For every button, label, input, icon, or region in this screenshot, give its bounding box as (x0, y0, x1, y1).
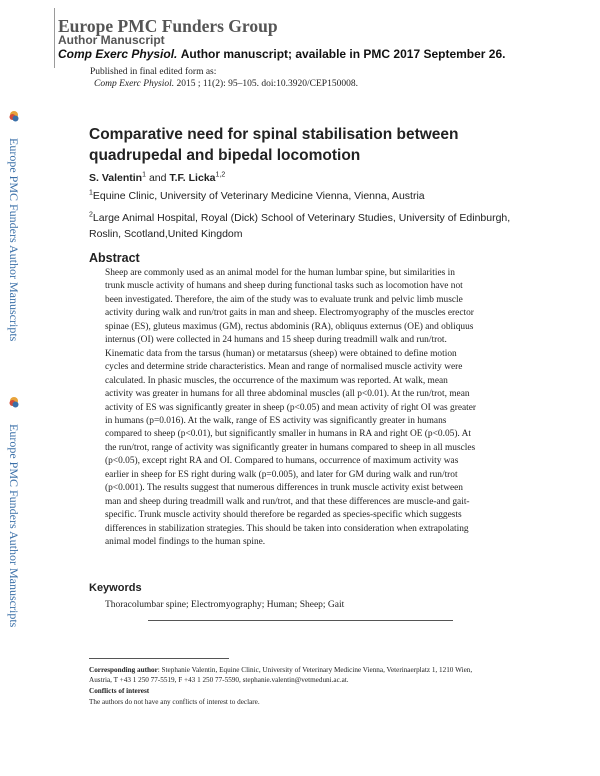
abstract-line: internus (OI) were collected in 24 humans and 15 sheep during treadmill walk and run/trot. (105, 335, 447, 346)
affiliation-2 (89, 210, 510, 226)
author-name: S. Valentin (89, 172, 143, 184)
abstract-line: activity during walk and run/trot gaits in man and sheep. Electromyography of the muscles erector (105, 308, 474, 319)
corresponding-author-contact: Austria, T +43 1 250 77-5519, F +43 1 250 77-5590, stephanie.valentin@vetmeduni.ac.at. (89, 676, 349, 684)
abstract-line: differences in stabilization strategies. This should be taken into consideration when extrapolating (105, 523, 469, 534)
author-manuscript-label: Author Manuscript (58, 33, 165, 47)
affiliation-2-cont: Roslin, Scotland,United Kingdom (89, 228, 243, 240)
conflicts-label: Conflicts of interest (89, 687, 150, 695)
keywords-heading: Keywords (89, 582, 142, 594)
corresponding-author-label: Corresponding author (89, 666, 158, 674)
sidebar-label-bottom (4, 396, 22, 628)
sidebar-text: Europe PMC Funders Author Manuscripts (7, 424, 21, 628)
affiliation-text: Large Animal Hospital, Royal (Dick) School of Veterinary Studies, University of Edinburgh, (92, 212, 511, 224)
conflicts-heading (89, 687, 529, 696)
abstract-line: activity was greater in humans for all three abdominal muscles (all p<0.01). At the run/trot, mean (105, 389, 470, 400)
sidebar-text: Europe PMC Funders Author Manuscripts (7, 138, 21, 342)
abstract-line: been investigated. Therefore, the aim of the study was to evaluate trunk and pelvic limb muscle (105, 294, 463, 305)
conflicts-text: The authors do not have any conflicts of interest to declare. (89, 698, 260, 706)
abstract-line: activity of ES was significantly greater in sheep (p<0.05) and mean activity of right OI was greater (105, 402, 477, 413)
abstract-line: cycles and determine stride characteristics. Mean and range of normalised muscle activity were (105, 362, 463, 373)
affiliation-text: Equine Clinic, University of Veterinary Medicine Vienna, Vienna, Austria (92, 190, 425, 202)
citation (94, 79, 358, 89)
author-conjunction: and (148, 172, 167, 184)
author-affiliation-ref: 1,2 (215, 171, 226, 179)
citation-journal: Comp Exerc Physiol. (94, 79, 175, 89)
author-list (89, 172, 225, 184)
journal-name: Comp Exerc Physiol. (58, 47, 178, 61)
citation-details: 2015 ; 11(2): 95–105. doi:10.3920/CEP150008. (176, 79, 358, 89)
abstract-line: man and sheep during treadmill walk and run/trot, and that these differences are muscle-and gait- (105, 496, 470, 507)
keywords-list: Thoracolumbar spine; Electromyography; Human; Sheep; Gait (105, 600, 345, 610)
header-rule (54, 8, 55, 68)
europe-pmc-logo-icon (8, 396, 20, 410)
affiliation-1 (89, 188, 425, 204)
corresponding-author-text: : Stephanie Valentin, Equine Clinic, University of Veterinary Medicine Vienna, Veterinaerplatz 1, 1210 Wien, (157, 666, 473, 674)
footnote-divider (89, 658, 229, 659)
sidebar-label-top (4, 110, 22, 342)
abstract-line: Kinematic data from the tarsus (human) or metatarsus (sheep) were obtained to define motion (105, 348, 457, 359)
section-divider (148, 620, 453, 621)
author-name: T.F. Licka (169, 172, 216, 184)
abstract-line: in humans (p=0.016). At the walk, range of ES activity was significantly greater in humans (105, 415, 447, 426)
abstract-line: trunk muscle activity of humans and sheep during functional tasks such as locomotion have not (105, 281, 463, 292)
abstract-line: spinae (ES), gluteus maximus (GM), rectus abdominis (RA), obliquus externus (OE) and obliquus (105, 321, 474, 332)
author-affiliation-ref: 1 (142, 171, 147, 179)
abstract-body (105, 267, 523, 550)
corresponding-author-note (89, 666, 529, 675)
affiliation-number: 2 (89, 211, 93, 219)
abstract-line: compared to sheep (p<0.01), but significantly smaller in humans in RA and right OE (p<0.05). At (105, 429, 471, 440)
published-as-label: Published in final edited form as: (90, 67, 217, 77)
article-title: Comparative need for spinal stabilisation between quadrupedal and bipedal locomotion (89, 126, 459, 164)
abstract-line: calculated. In phasic muscles, the occurrence of the maximum was reported. At walk, mean (105, 375, 448, 386)
abstract-line: the run/trot, range of activity was significantly greater in humans compared to sheep in all muscles (105, 442, 476, 453)
abstract-line: specific. Trunk muscle activity should therefore be regarded as species-specific which suggests (105, 510, 462, 521)
abstract-heading: Abstract (89, 251, 140, 265)
manuscript-note (58, 47, 506, 61)
funders-group-title: Europe PMC Funders Group (58, 16, 278, 36)
availability-note: Author manuscript; available in PMC 2017 September 26. (180, 47, 506, 61)
abstract-line: earlier in sheep for ES right during walk (p=0.005), and later for GM during walk and run/trot (105, 469, 458, 480)
affiliation-number: 1 (89, 189, 93, 197)
abstract-line: (p<0.001). The results suggest that numerous differences in trunk muscle activity exist between (105, 483, 463, 494)
abstract-line: Sheep are commonly used as an animal model for the human lumbar spine, but similarities in (105, 268, 455, 278)
europe-pmc-logo-icon (8, 110, 20, 124)
abstract-line: animal model findings to the human spine. (105, 537, 266, 548)
abstract-line: (p<0.05), except right RA and OI. Compared to humans, occurrence of maximum activity was (105, 456, 459, 467)
